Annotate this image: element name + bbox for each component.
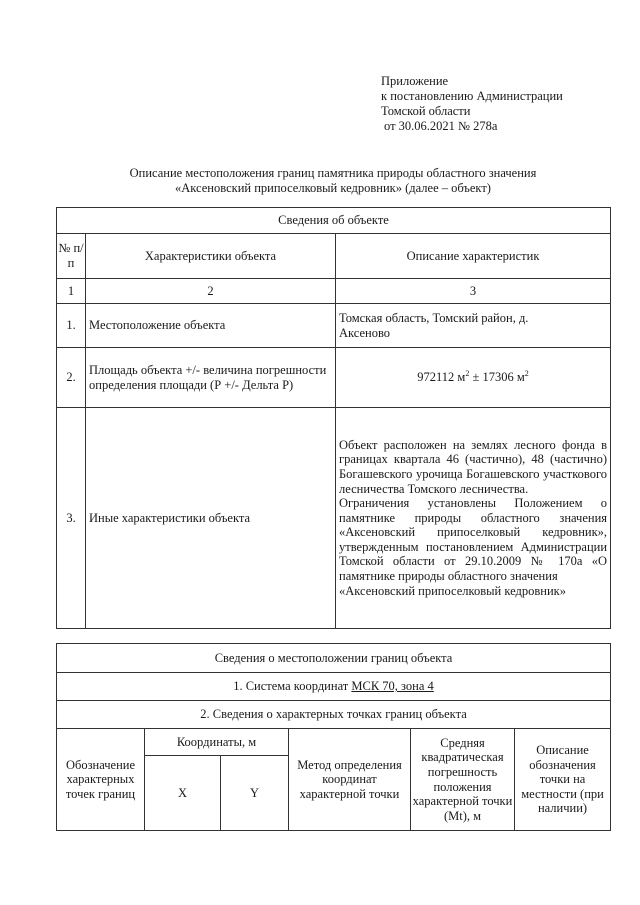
header-description: Описание обозначения точки на местности (при наличии) — [515, 729, 611, 831]
area-value: 972112 м — [417, 370, 466, 385]
header-x: X — [145, 756, 221, 831]
description-paragraph: Объект расположен на землях лесного фонда в границах квартала 46 (частично), 48 (частично) Богашевского урочища Богашевского участкового лесничества Томского лесничества. — [339, 437, 608, 496]
column-number: 1 — [57, 279, 86, 304]
table-row — [57, 701, 611, 729]
header-point-designation: Обозначение характерных точек границ — [57, 729, 145, 831]
table-row — [57, 348, 611, 408]
boundary-info-table — [56, 643, 611, 831]
row-description: Томская область, Томский район, д. Аксеново — [336, 304, 611, 348]
section-title: Сведения об объекте — [57, 208, 611, 234]
annex-line: Томской области — [381, 104, 471, 118]
header-y: Y — [221, 756, 289, 831]
area-unit-sup: 2 — [465, 369, 470, 379]
coordinate-system-value: МСК 70, зона 4 — [351, 679, 434, 694]
row-description — [336, 408, 611, 629]
area-error-unit-sup: 2 — [524, 369, 529, 379]
header-num: № п/п — [57, 234, 86, 279]
row-num: 2. — [57, 348, 86, 408]
annex-line: Приложение — [381, 74, 449, 88]
row-characteristic: Местоположение объекта — [86, 304, 336, 348]
table-row — [57, 304, 611, 348]
row-characteristic: Иные характеристики объекта — [86, 408, 336, 629]
area-error: ± 17306 м — [469, 370, 525, 385]
header-coordinates: Координаты, м — [145, 729, 289, 756]
table-row — [57, 408, 611, 629]
object-info-table — [56, 207, 611, 629]
coordinate-system — [57, 673, 611, 701]
description-paragraph: Ограничения установлены Положением о памятнике природы областного значения «Аксеновский припоселковый кедровник», утвержденным постановлением Администрации Томской области от 29.10.2009 № 170а «О памятнике природы областного значения — [339, 496, 608, 584]
document-title — [56, 166, 610, 196]
annex-block — [381, 74, 563, 134]
row-num: 1. — [57, 304, 86, 348]
header-method: Метод определения координат характерной точки — [289, 729, 411, 831]
table-row — [57, 234, 611, 279]
row-description — [336, 348, 611, 408]
description-paragraph: «Аксеновский припоселковый кедровник» — [339, 583, 566, 598]
table-row — [57, 729, 611, 756]
table-row — [57, 673, 611, 701]
annex-line: к постановлению Администрации — [381, 89, 563, 103]
title-line: Описание местоположения границ памятника природы областного значения — [129, 166, 537, 180]
column-number: 2 — [86, 279, 336, 304]
table-row — [57, 644, 611, 673]
row-characteristic: Площадь объекта +/- величина погрешности определения площади (Р +/- Дельта Р) — [86, 348, 336, 408]
column-number: 3 — [336, 279, 611, 304]
row-num: 3. — [57, 408, 86, 629]
header-accuracy: Средняя квадратическая погрешность положения характерной точки (Mt), м — [411, 729, 515, 831]
title-line: «Аксеновский припоселковый кедровник» (далее – объект) — [175, 181, 491, 195]
table-row — [57, 208, 611, 234]
points-title: 2. Сведения о характерных точках границ объекта — [57, 701, 611, 729]
coordinate-system-prefix: 1. Система координат — [233, 679, 352, 694]
header-description: Описание характеристик — [336, 234, 611, 279]
header-characteristic: Характеристики объекта — [86, 234, 336, 279]
annex-line: от 30.06.2021 № 278а — [384, 119, 498, 133]
section-title: Сведения о местоположении границ объекта — [57, 644, 611, 673]
table-row — [57, 279, 611, 304]
